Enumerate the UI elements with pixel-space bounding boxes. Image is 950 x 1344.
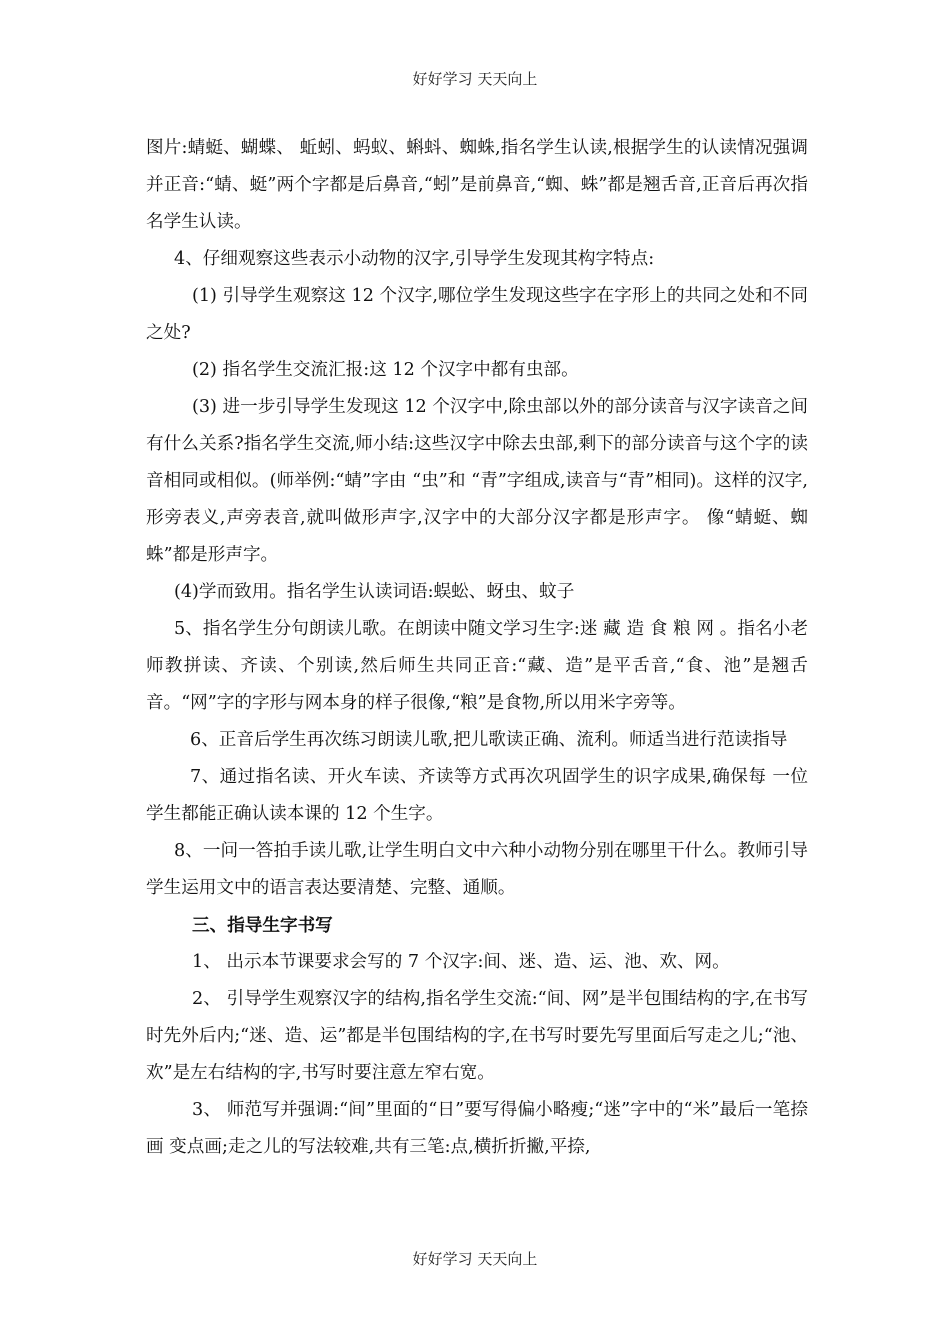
paragraph: (4)学而致用。指名学生认读词语:蜈蚣、蚜虫、蚊子 [174,582,575,602]
paragraph: 5、指名学生分句朗读儿歌。在朗读中随文学习生字:迷 藏 造 食 粮 网 。指名小老师教拼读、齐读、个别读,然后师生共同正音:“藏、造”是平舌音,“食、池”是翘舌音。“网”字的字形与网本身的样子很像,“粮”是食物,所以用米字旁等。 [146,619,808,713]
section-heading: 三、指导生字书写 [192,915,333,936]
paragraph: 2、 引导学生观察汉字的结构,指名学生交流:“间、网”是半包围结构的字,在书写时先外后内;“迷、造、运”都是半包围结构的字,在书写时要先写里面后写走之儿;“池、欢”是左右结构的字,书写时要注意左窄右宽。 [146,989,808,1083]
paragraph: 8、一问一答拍手读儿歌,让学生明白文中六种小动物分别在哪里干什么。教师引导学生运用文中的语言表达要清楚、完整、通顺。 [146,841,808,898]
paragraph: 1、 出示本节课要求会写的 7 个汉字:间、迷、造、运、池、欢、网。 [192,952,730,972]
page-footer: 好好学习 天天向上 [412,1250,538,1268]
paragraph: 4、仔细观察这些表示小动物的汉字,引导学生发现其构字特点: [174,249,655,269]
paragraph: (2) 指名学生交流汇报:这 12 个汉字中都有虫部。 [192,360,579,380]
paragraph: (1) 引导学生观察这 12 个汉字,哪位学生发现这些字在字形上的共同之处和不同之处? [146,286,808,343]
paragraph: 图片:蜻蜓、蝴蝶、 蚯蚓、蚂蚁、蝌蚪、蜘蛛,指名学生认读,根据学生的认读情况强调并正音:“蜻、蜓”两个字都是后鼻音,“蚓”是前鼻音,“蜘、蛛”都是翘舌音,正音后再次指名学生认读。 [146,138,808,232]
paragraph: 7、通过指名读、开火车读、齐读等方式再次巩固学生的识字成果,确保每 一位学生都能正确认读本课的 12 个生字。 [146,767,808,824]
paragraph: 3、 师范写并强调:“间”里面的“日”要写得偏小略瘦;“迷”字中的“米”最后一笔捺画 变点画;走之儿的写法较难,共有三笔:点,横折折撇,平捺, [146,1100,808,1157]
document-body [146,130,808,1166]
paragraph: 6、正音后学生再次练习朗读儿歌,把儿歌读正确、流利。师适当进行范读指导 [190,730,788,750]
paragraph: (3) 进一步引导学生发现这 12 个汉字中,除虫部以外的部分读音与汉字读音之间有什么关系?指名学生交流,师小结:这些汉字中除去虫部,剩下的部分读音与这个字的读音相同或相似。(师举例:“蜻”字由 “虫”和 “青”字组成,读音与“青”相同)。这样的汉字,形旁表义,声旁表音,就叫做形声字,汉字中的大部分汉字都是形声字。 像“蜻蜓、蜘蛛”都是形声字。 [146,397,808,565]
page-header: 好好学习 天天向上 [412,70,538,88]
